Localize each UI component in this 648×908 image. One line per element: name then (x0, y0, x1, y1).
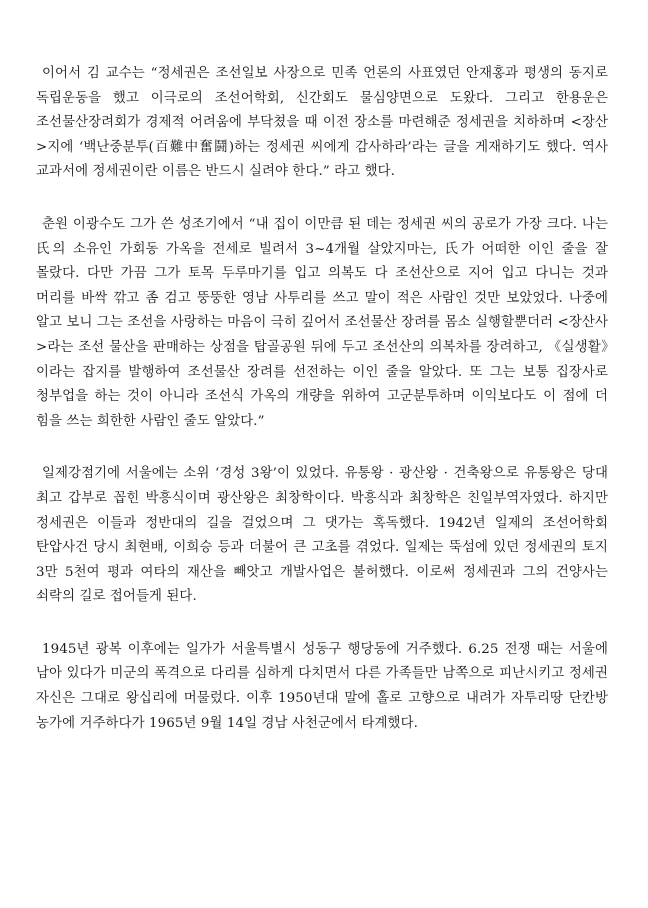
paragraph-kim-professor-quote: 이어서 김 교수는 “정세권은 조선일보 사장으로 민족 언론의 사표였던 안재홍과 평생의 동지로 독립운동을 했고 이극로의 조선어학회, 신간회도 물심양면으로 도왔다. 그리고 한용운은 조선물산장려회가 경제적 어려움에 부닥쳤을 때 이전 장소를 마련해준 정세권을 치하하며 <장산>지에 ‘백난중분투(百難中奮鬪)하는 정세권 씨에게 감사하라’라는 글을 게재하기도 했다. 역사 교과서에 정세권이란 이름은 반드시 실려야 한다.” 라고 했다. (36, 66, 608, 180)
document-body (36, 62, 608, 736)
paragraph-gyeongseong-three-kings: 일제강점기에 서울에는 소위 ‘경성 3왕’이 있었다. 유통왕 · 광산왕 · 건축왕으로 유통왕은 당대 최고 갑부로 꼽힌 박흥식이며 광산왕은 최창학이다. 박흥식과 최창학은 친일부역자였다. 하지만 정세권은 이들과 정반대의 길을 걸었으며 그 댓가는 혹독했다. 1942년 일제의 조선어학회 탄압사건 당시 최현배, 이희승 등과 더불어 큰 고초를 겪었다. 일제는 뚝섬에 있던 정세권의 토지 3만 5천여 평과 여타의 재산을 빼앗고 개발사업은 불허했다. 이로써 정세권과 그의 건양사는 쇠락의 길로 접어들게 된다. (36, 466, 608, 605)
paragraph-after-liberation: 1945년 광복 이후에는 일가가 서울특별시 성동구 행당동에 거주했다. 6.25 전쟁 때는 서울에 남아 있다가 미군의 폭격으로 다리를 심하게 다치면서 다른 가족들만 남쪽으로 피난시키고 정세권 자신은 그대로 왕십리에 머물렀다. 이후 1950년대 말에 홀로 고향으로 내려가 자투리땅 단칸방 농가에 거주하다가 1965년 9월 14일 경남 사천군에서 타계했다. (36, 641, 608, 731)
paragraph-lee-kwangsu-quote: 춘원 이광수도 그가 쓴 성조기에서 “내 집이 이만큼 된 데는 정세권 씨의 공로가 가장 크다. 나는 氏의 소유인 가회동 가옥을 전세로 빌려서 3~4개월 살았지마는, 氏가 어떠한 이인 줄을 잘 몰랐다. 다만 가끔 그가 토목 두루마기를 입고 의복도 다 조선산으로 지어 입고 다니는 것과 머리를 바싹 깎고 좀 검고 뚱뚱한 영남 사투리를 쓰고 말이 적은 사람인 것만 보았었다. 나중에 알고 보니 그는 조선을 사랑하는 마음이 극히 깊어서 조선물산 장려를 몸소 실행할뿐더러 <장산사>라는 조선 물산을 판매하는 상점을 탑골공원 뒤에 두고 조선산의 의복차를 장려하고, 《실생활》이라는 잡지를 발행하여 조선물산 장려를 선전하는 이인 줄을 알았다. 또 그는 보통 집장사로 청부업을 하는 것이 아니라 조선식 가옥의 개량을 위하여 고군분투하며 이익보다도 이 점에 더 힘을 쓰는 희한한 사람인 줄도 알았다.” (36, 216, 608, 429)
